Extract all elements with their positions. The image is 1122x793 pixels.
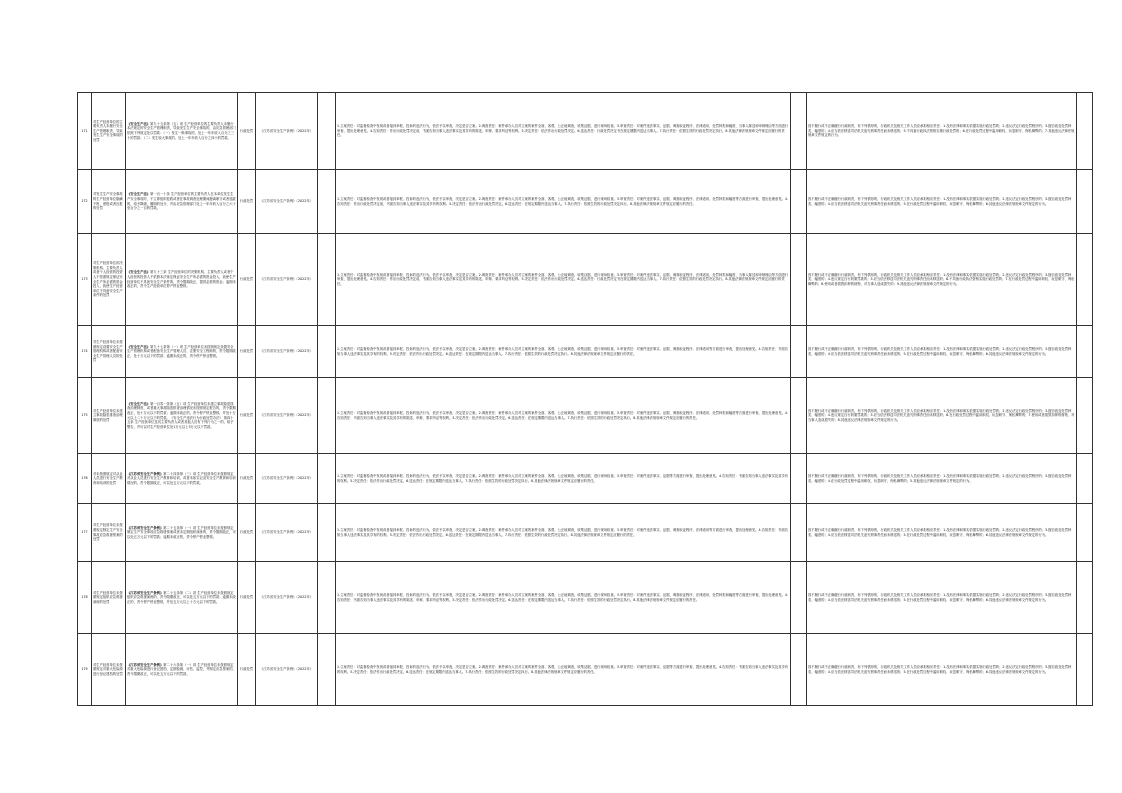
item-name — [92, 170, 126, 234]
row-number-text: 176 — [81, 476, 88, 481]
power-type — [238, 634, 256, 706]
item-name — [92, 234, 126, 326]
legal-basis — [126, 504, 238, 562]
implementing-source-text: 《江苏省安全生产条例》（2022年） — [260, 413, 313, 418]
responsibility-items — [336, 170, 791, 234]
item-name-text: 对生产经营单位的主要负责人未履行安全生产管理职责，导致发生生产安全事故的处罚 — [93, 119, 123, 142]
power-type-text: 行政处罚 — [239, 595, 254, 600]
item-name-text: 对生产经营单位未按照规定制定生产安全事故应急救援预案的处罚 — [93, 523, 123, 542]
table-row — [78, 93, 1093, 170]
responsibility-items — [336, 326, 791, 378]
legal-basis — [126, 634, 238, 706]
table-row — [78, 326, 1093, 378]
implementing-source-text: 《江苏省安全生产条例》（2022年） — [260, 199, 313, 204]
implementing-source-text: 《江苏省安全生产条例》（2022年） — [260, 530, 313, 535]
power-list-table — [77, 92, 1093, 706]
power-type — [238, 234, 256, 326]
implementing-source — [256, 378, 318, 454]
legal-basis-text: 第二十四条第（三）项 生产经营单位未按照规定对从业人员进行安全生产教育和培训，或者未如实记录安全生产教育和培训情况的，责令限期改正，可以处五万元以下的罚款。 — [127, 471, 236, 485]
implementing-source-text: 《江苏省安全生产条例》（2022年） — [260, 277, 313, 282]
responsibility-items-text: 1.立案责任：对监督检查中发现或者接到举报、投诉的违法行为，依法予以审查，决定是否立案。2.调查责任：案件承办人员对立案的案件全面、客观、公正地调查，收集证据，进行现场检查。3.审查责任：对案件违法事实、证据等方面进行审查，提出处理意见。4.告知责任：书面告知当事人违法事实及其享有的权利。5.决定责任：依法作出行政处罚决定。6.送达责任：在规定期限内送达当事人。7.执行责任：依照生效的行政处罚决定执行。8.其他法律法规规章文件规定应履行的责任。 — [337, 473, 789, 483]
legal-basis-text: 第九十三条 生产经营单位的决策机构、主要负责人或者个人经营的投资人不依照本法规定保证安全生产所必需的资金投入，致使生产经营单位不具备安全生产条件的，责令限期改正，提供必需的资金；逾期未改正的，责令生产经营单位停产停业整顿。 — [127, 270, 236, 289]
remarks-cell — [1077, 234, 1093, 326]
item-name-text: 对生产经营单位未建立事故隐患排查治理制度的处罚 — [93, 408, 123, 422]
implementing-source — [256, 326, 318, 378]
row-number — [78, 562, 92, 634]
responsibility-items — [336, 562, 791, 634]
implementing-source — [256, 234, 318, 326]
accountability-situations-text: 因不履行或不正确履行行政职责，有下列情形的，行政机关及相关工作人员应承担相应责任：1.没有法律和事实依据实施行政处罚的；2.违反法定行政处罚程序的；3.擅自改变处罚种类、幅度的；4.应当依法移送司法机关追究刑事责任而未移送的；5.在行政处罚过程中滥用职权、玩忽职守、徇私舞弊的；6.其他违反法律法规规章文件规定的行为。 — [808, 346, 1072, 356]
implementing-source — [256, 170, 318, 234]
accountability-situations — [807, 378, 1077, 454]
row-number — [78, 326, 92, 378]
legal-basis-text: 第一百零一条第（五）项 生产经营单位未建立事故隐患排查治理制度，或者重大事故隐患排查治理情况未按照规定报告的，责令限期改正，处十万元以下的罚款；逾期未改正的，责令停产停业整顿，并处十万元以上二十万元以下的罚款。《安全生产违法行为行政处罚办法》 第四十五条 生产经营单位及其主要负责人或者其他人员有下列行为之一的，给予警告，并可以对生产经营单位处1万元以上3万元以下罚款。 — [127, 401, 236, 429]
responsible-dept — [318, 378, 336, 454]
accountability-label — [791, 634, 807, 706]
implementing-source — [256, 504, 318, 562]
legal-basis-title: 《江苏省安全生产条例》 — [127, 525, 164, 530]
accountability-label — [791, 562, 807, 634]
responsibility-items-text: 1.立案责任：对监督检查中发现或者接到举报、投诉的违法行为，依法予以审查，决定是否立案。2.调查责任：案件承办人员对立案的案件全面、客观、公正地调查，收集证据，进行现场检查。3.审查责任：对案件违法事实、证据、调查取证程序、法律适用等方面进行审查，提出处理意见。4.告知责任：书面告知当事人违法事实及其享有的权利。5.决定责任：依法作出行政处罚决定。6.送达责任：在规定期限内送达当事人。7.执行责任：依照生效的行政处罚决定执行。8.其他法律法规规章文件规定应履行的责任。 — [337, 346, 789, 356]
responsibility-items-text: 1.立案责任：对监督检查中发现或者接到举报、投诉的违法行为，依法予以审查，决定是否立案。2.调查责任：案件承办人员对立案的案件全面、客观、公正地调查，收集证据，进行现场检查。3.审查责任：对案件违法事实、证据、调查取证程序、法律适用、处罚种类和幅度等方面进行审查，提出处理意见。4.告知责任：作出行政处罚决定前，书面告知当事人违法事实及其享有的权利。5.决定责任：依法作出行政处罚决定。6.送达责任：在规定期限内送达当事人。7.执行责任：依照生效的行政处罚决定执行。8.其他法律法规规章文件规定应履行的责任。 — [337, 196, 789, 206]
responsible-dept — [318, 634, 336, 706]
legal-basis — [126, 170, 238, 234]
legal-basis — [126, 378, 238, 454]
item-name-text: 对未按照规定对从业人员进行安全生产教育和培训的处罚 — [93, 471, 123, 485]
remarks-cell — [1077, 454, 1093, 504]
implementing-source-text: 《江苏省安全生产条例》（2022年） — [260, 595, 313, 600]
accountability-label — [791, 93, 807, 170]
item-name-text: 对生产经营单位未按照规定组织应急救援演练的处罚 — [93, 590, 123, 604]
power-type — [238, 454, 256, 504]
item-name — [92, 326, 126, 378]
responsibility-items-text: 1.立案责任：对监督检查中发现或者接到举报、投诉的违法行为，依法予以审查，决定是否立案。2.调查责任：案件承办人员对立案的案件全面、客观、公正地调查，收集证据，进行现场检查。3.审查责任：对案件违法事实、证据、调查取证程序、法律适用、处罚种类和幅度等方面进行审查，提出处理意见。4.告知责任：书面告知当事人违法事实及其享有的陈述、申辩、要求听证等权利。5.决定责任：依法作出行政处罚决定。6.送达责任：在规定期限内送达当事人。7.执行责任：依照生效的行政处罚决定执行。8.其他法律法规规章文件规定应履行的责任。 — [337, 410, 789, 420]
item-name — [92, 504, 126, 562]
legal-basis-title: 《江苏省安全生产条例》 — [127, 590, 164, 595]
item-name — [92, 93, 126, 170]
accountability-situations-text: 因不履行或不正确履行行政职责，有下列情形的，行政机关及相关工作人员应承担相应责任：1.没有法律和事实依据实施行政处罚的；2.违反法定行政处罚程序的；3.擅自改变处罚种类、幅度的；4.应当依法移送司法机关追究刑事责任而未移送的；5.在行政处罚过程中滥用职权、玩忽职守、徇私舞弊的；6.其他违反法律法规规章文件规定的行为。 — [808, 527, 1072, 537]
accountability-situations — [807, 93, 1077, 170]
power-type — [238, 504, 256, 562]
responsibility-items — [336, 378, 791, 454]
legal-basis — [126, 326, 238, 378]
table-row — [78, 562, 1093, 634]
implementing-source — [256, 454, 318, 504]
responsibility-items-text: 1.立案责任：对监督检查中发现或者接到举报、投诉的违法行为，依法予以审查，决定是否立案。2.调查责任：案件承办人员对立案的案件全面、客观、公正地调查，收集证据，进行现场检查。3.审查责任：对案件违法事实、证据等方面进行审查，提出处理意见。4.告知责任：书面告知当事人违法事实及其享有的权利。5.决定责任：依法作出行政处罚决定。6.送达责任：在规定期限内送达当事人。7.执行责任：依照生效的行政处罚决定执行。8.其他法律法规规章文件规定应履行的责任。 — [337, 664, 789, 674]
responsibility-items — [336, 93, 791, 170]
item-name — [92, 634, 126, 706]
item-name — [92, 378, 126, 454]
power-type — [238, 378, 256, 454]
implementing-source-text: 《江苏省安全生产条例》（2022年） — [260, 667, 313, 672]
accountability-label — [791, 326, 807, 378]
accountability-situations — [807, 504, 1077, 562]
power-type — [238, 562, 256, 634]
legal-basis — [126, 93, 238, 170]
accountability-situations-text: 因不履行或不正确履行行政职责，有下列情形的，行政机关及相关工作人员应承担相应责任：1.没有法律和事实依据实施行政处罚的；2.违反法定行政处罚程序的；3.擅自改变处罚种类、幅度的；4.应当依法移送司法机关追究刑事责任而未移送的；5.在行政处罚过程中滥用职权、玩忽职守、徇私舞弊的；6.其他违反法律法规规章文件规定的行为。 — [808, 664, 1072, 674]
responsibility-items-text: 1.立案责任：对监督检查中发现或者接到举报、投诉的违法行为，依法予以审查，决定是否立案。2.调查责任：案件承办人员对立案的案件全面、客观、公正地调查，收集证据，进行现场检查。3.审查责任：对案件违法事实、证据、调查取证程序、法律适用、处罚种类和幅度、当事人陈述和申辩理由等方面进行审查，提出处理意见。4.告知责任：作出行政处罚决定前，书面告知当事人违法事实及其享有的陈述、申辩、要求听证等权利。5.决定责任：依法作出行政处罚决定。6.送达责任：行政处罚决定书在规定期限内送达当事人。7.执行责任：依照生效的行政处罚决定执行。8.其他法律法规规章文件规定应履行的责任。 — [337, 272, 789, 286]
power-type-text: 行政处罚 — [239, 349, 254, 354]
item-name — [92, 454, 126, 504]
legal-basis-title: 《江苏省安全生产条例》 — [127, 471, 164, 476]
responsible-dept — [318, 93, 336, 170]
remarks-cell — [1077, 562, 1093, 634]
responsibility-items-text: 1.立案责任：对监督检查中发现或者接到举报、投诉的违法行为，依法予以审查，决定是否立案。2.调查责任：案件承办人员对立案的案件全面、客观、公正地调查，收集证据，进行现场检查。3.审查责任：对案件违法事实、证据、调查取证程序、法律适用、处罚种类和幅度等方面进行审查，提出处理意见。4.告知责任：书面告知当事人违法事实及其享有的陈述、申辩、要求听证等权利。5.决定责任：依法作出行政处罚决定。6.送达责任：在规定期限内送达当事人。7.执行责任：依照生效的行政处罚决定执行。8.其他法律法规规章文件规定应履行的责任。 — [337, 592, 789, 602]
power-type — [238, 93, 256, 170]
responsible-dept — [318, 326, 336, 378]
accountability-situations — [807, 326, 1077, 378]
row-number — [78, 504, 92, 562]
item-name-text: 对生产经营单位未按照规定设置安全生产管理机构或者配备安全生产管理人员的处罚 — [93, 340, 123, 363]
row-number — [78, 170, 92, 234]
accountability-situations — [807, 234, 1077, 326]
remarks-cell — [1077, 170, 1093, 234]
accountability-situations-text: 因不履行或不正确履行行政职责，有下列情形的，行政机关及相关工作人员应承担相应责任：1.没有法律和事实依据实施行政处罚的；2.违反法定行政处罚程序的；3.擅自改变处罚种类、幅度的；4.违反规定自行收缴罚款的；5.应当依法移送司法机关追究刑事责任而未移送的；6.在行政处罚过程中滥用职权、玩忽职守、徇私舞弊的；7.使用或者损毁扣押的财物，对当事人造成损失的；8.其他违反法律法规规章文件规定的行为。 — [808, 408, 1075, 422]
accountability-situations — [807, 454, 1077, 504]
table-row — [78, 378, 1093, 454]
table-row — [78, 504, 1093, 562]
power-type — [238, 170, 256, 234]
row-number-text: 173 — [81, 277, 88, 282]
power-type-text: 行政处罚 — [239, 667, 254, 672]
legal-basis-title: 《江苏省安全生产条例》 — [127, 662, 164, 667]
power-type-text: 行政处罚 — [239, 128, 254, 133]
accountability-label — [791, 378, 807, 454]
accountability-situations-text: 因不履行或不正确履行行政职责，有下列情形的，行政机关及相关工作人员应承担相应责任：1.没有法律和事实依据实施行政处罚的；2.违反法定行政处罚程序的；3.擅自改变处罚种类、幅度的；4.应当依法移送司法机关追究刑事责任而未移送的；5.在行政处罚过程中滥用职权、玩忽职守、徇私舞弊的；6.其他违反法律法规规章文件规定的行为。 — [808, 196, 1072, 206]
power-type-text: 行政处罚 — [239, 277, 254, 282]
responsible-dept — [318, 454, 336, 504]
item-name-text: 对生产经营单位未按照规定对重大危险源进行登记建档的处罚 — [93, 662, 123, 676]
remarks-cell — [1077, 93, 1093, 170]
legal-basis — [126, 562, 238, 634]
responsible-dept — [318, 234, 336, 326]
row-number — [78, 93, 92, 170]
accountability-label — [791, 504, 807, 562]
legal-basis-title: 《安全生产法》 — [127, 270, 151, 275]
implementing-source — [256, 562, 318, 634]
table-row — [78, 634, 1093, 706]
responsibility-items — [336, 454, 791, 504]
row-number-text: 171 — [81, 128, 88, 133]
accountability-situations-text: 因不履行或不正确履行行政职责，有下列情形的，行政机关及相关工作人员应承担相应责任：1.没有法律和事实依据实施行政处罚的；2.违反法定行政处罚程序的；3.擅自改变处罚种类、幅度的；4.在行政处罚过程中滥用职权、玩忽职守、徇私舞弊的；5.其他违反法律法规规章文件规定的行为。 — [808, 473, 1072, 483]
legal-basis — [126, 454, 238, 504]
responsibility-items — [336, 634, 791, 706]
row-number-text: 174 — [81, 349, 88, 354]
legal-basis-title: 《安全生产法》 — [127, 344, 151, 349]
legal-basis-text: 第九十五条第（五）项 生产经营单位的主要负责人未履行本法规定的安全生产管理职责，导致发生生产安全事故的，由应急管理部门依照下列规定处以罚款：（一）发生一般事故的，处上一年年收入百分之三十的罚款；（二）发生较大事故的，处上一年年收入百分之四十的罚款。 — [127, 121, 236, 140]
legal-basis-text: 第九十七条第（一）项 生产经营单位未按照规定设置安全生产管理机构或者配备安全生产管理人员、注册安全工程师的，责令限期改正，处十万元以下的罚款；逾期未改正的，责令停产停业整顿。 — [127, 344, 236, 358]
table-row — [78, 234, 1093, 326]
responsible-dept — [318, 170, 336, 234]
item-name-text: 对生产经营单位的决策机构、主要负责人或者个人经营的投资人不依照规定保证安全生产所必需的资金投入，致使生产经营单位不具备安全生产条件的处罚 — [93, 261, 123, 298]
power-type-text: 行政处罚 — [239, 476, 254, 481]
row-number-text: 172 — [81, 199, 88, 204]
remarks-cell — [1077, 504, 1093, 562]
accountability-label — [791, 234, 807, 326]
accountability-situations — [807, 562, 1077, 634]
row-number-text: 178 — [81, 595, 88, 600]
responsible-dept — [318, 562, 336, 634]
accountability-situations-text: 因不履行或不正确履行行政职责，有下列情形的，行政机关及相关工作人员应承担相应责任：1.没有法律和事实依据实施行政处罚的；2.违反法定行政处罚程序的；3.擅自改变处罚种类、幅度的；4.违反规定自行收缴罚款的；5.应当依法移送司法机关追究刑事责任而未移送的；6.不具备行政执法资格实施行政处罚的；7.在行政处罚过程中滥用职权、玩忽职守、徇私舞弊的；8.使用或者损毁扣押的财物，对当事人造成损失的；9.其他违反法律法规规章文件规定的行为。 — [808, 272, 1075, 286]
responsibility-items-text: 1.立案责任：对监督检查中发现或者接到举报、投诉的违法行为，依法予以审查，决定是否立案。2.调查责任：案件承办人员对立案的案件全面、客观、公正地调查，收集证据，进行现场检查。3.审查责任：对案件违法事实、证据、调查取证程序、法律适用、处罚种类和幅度、当事人陈述和申辩理由等方面进行审查，提出处理意见。4.告知责任：作出行政处罚决定前，书面告知当事人违法事实及其享有的陈述、申辩、要求听证等权利。5.决定责任：依法作出行政处罚决定。6.送达责任：行政处罚决定书在规定期限内送达当事人。7.执行责任：依照生效的行政处罚决定执行。8.其他法律法规规章文件规定应履行的责任。 — [337, 124, 789, 138]
responsibility-items — [336, 234, 791, 326]
implementing-source — [256, 634, 318, 706]
legal-basis-text: 第二十五条第（一）项 生产经营单位未按照规定制定生产安全事故应急救援预案或者未定期组织演练的，责令限期改正，可以处五万元以下的罚款；逾期未改正的，责令停产停业整顿。 — [127, 525, 236, 539]
item-name — [92, 562, 126, 634]
implementing-source-text: 《江苏省安全生产条例》（2022年） — [260, 128, 313, 133]
legal-basis-text: 第一百一十条 生产经营单位的主要负责人在本单位发生生产安全事故时，不立即组织抢救或者在事故调查处理期间擅离职守或者逃匿的，给予降级、撤职的处分，并由应急管理部门处上一年年收入百分之六十至百分之一百的罚款。 — [127, 192, 236, 211]
power-type-text: 行政处罚 — [239, 413, 254, 418]
row-number — [78, 378, 92, 454]
responsibility-items-text: 1.立案责任：对监督检查中发现或者接到举报、投诉的违法行为，依法予以审查，决定是否立案。2.调查责任：案件承办人员对立案的案件全面、客观、公正地调查，收集证据，进行现场检查。3.审查责任：对案件违法事实、证据、调查取证程序、法律适用等方面进行审查，提出处理意见。4.告知责任：书面告知当事人违法事实及其享有的权利。5.决定责任：依法作出行政处罚决定。6.送达责任：在规定期限内送达当事人。7.执行责任：依照生效的行政处罚决定执行。8.其他法律法规规章文件规定应履行的责任。 — [337, 527, 789, 537]
row-number-text: 175 — [81, 413, 88, 418]
power-type — [238, 326, 256, 378]
implementing-source-text: 《江苏省安全生产条例》（2022年） — [260, 349, 313, 354]
legal-basis — [126, 234, 238, 326]
implementing-source-text: 《江苏省安全生产条例》（2022年） — [260, 476, 313, 481]
accountability-situations-text: 因不履行或不正确履行行政职责，有下列情形的，行政机关及相关工作人员应承担相应责任：1.没有法律和事实依据实施行政处罚的；2.违反法定行政处罚程序的；3.擅自改变处罚种类、幅度的；4.应当依法移送司法机关追究刑事责任而未移送的；5.不具备行政执法资格实施行政处罚的；6.在行政处罚过程中滥用职权、玩忽职守、徇私舞弊的；7.其他违反法律法规规章文件规定的行为。 — [808, 124, 1075, 138]
table-body — [78, 93, 1093, 706]
row-number — [78, 454, 92, 504]
accountability-label — [791, 454, 807, 504]
row-number-text: 179 — [81, 667, 88, 672]
legal-basis-text: 第二十五条第（二）项 生产经营单位未按照规定组织应急救援演练的，责令限期改正，可以处五万元以下的罚款；逾期未改正的，责令停产停业整顿，并处五万元以上十万元以下的罚款。 — [127, 590, 236, 604]
row-number — [78, 234, 92, 326]
table-row — [78, 454, 1093, 504]
responsibility-items — [336, 504, 791, 562]
table-row — [78, 170, 1093, 234]
remarks-cell — [1077, 634, 1093, 706]
responsible-dept — [318, 504, 336, 562]
item-name-text: 对发生生产安全事故的生产经营单位隐瞒不报、谎报或者迟报的处罚 — [93, 192, 123, 211]
legal-basis-text: 第二十六条第（一）项 生产经营单位未按照规定对重大危险源进行登记建档、定期检测、评估、监控，并制定应急预案的，责令限期改正，可以处五万元以下的罚款。 — [127, 662, 236, 676]
power-type-text: 行政处罚 — [239, 530, 254, 535]
legal-basis-title: 《安全生产法》 — [127, 401, 151, 406]
power-type-text: 行政处罚 — [239, 199, 254, 204]
row-number-text: 177 — [81, 530, 88, 535]
accountability-situations-text: 因不履行或不正确履行行政职责，有下列情形的，行政机关及相关工作人员应承担相应责任：1.没有法律和事实依据实施行政处罚的；2.违反法定行政处罚程序的；3.擅自改变处罚种类、幅度的；4.应当依法移送司法机关追究刑事责任而未移送的；5.在行政处罚过程中滥用职权、玩忽职守、徇私舞弊的；6.其他违反法律法规规章文件规定的行为。 — [808, 592, 1072, 602]
remarks-cell — [1077, 378, 1093, 454]
accountability-situations — [807, 634, 1077, 706]
legal-basis-title: 《安全生产法》 — [127, 121, 151, 126]
legal-basis-title: 《安全生产法》 — [127, 192, 151, 197]
row-number — [78, 634, 92, 706]
accountability-label — [791, 170, 807, 234]
implementing-source — [256, 93, 318, 170]
remarks-cell — [1077, 326, 1093, 378]
accountability-situations — [807, 170, 1077, 234]
